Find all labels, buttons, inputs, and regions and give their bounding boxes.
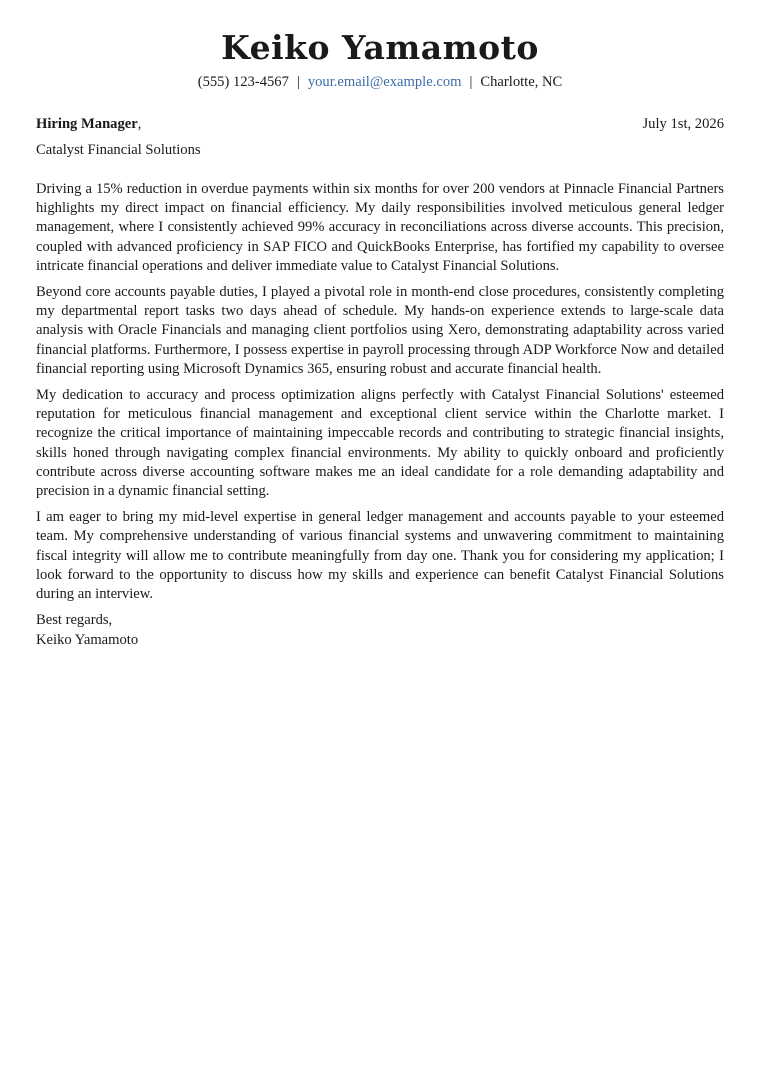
- letter-date: July 1st, 2026: [642, 116, 724, 132]
- phone-number: (555) 123-4567: [197, 74, 289, 90]
- recipient-name-suffix: ,: [137, 116, 142, 132]
- recipient-line: [36, 114, 141, 134]
- cover-letter-page: [36, 26, 724, 650]
- letter-body: [36, 180, 724, 604]
- location: Charlotte, NC: [480, 74, 563, 90]
- contact-line: [36, 72, 724, 92]
- closing-signature: Keiko Yamamoto: [36, 631, 139, 648]
- contact-separator: |: [469, 74, 473, 90]
- contact-separator: |: [296, 74, 300, 90]
- recipient-company: Catalyst Financial Solutions: [36, 142, 201, 158]
- email-link[interactable]: your.email@example.com: [307, 74, 462, 90]
- closing-salutation: Best regards,: [36, 612, 113, 629]
- body-paragraph: My dedication to accuracy and process optimization aligns perfectly with Catalyst Financial Solutions' esteemed reputation for meticulous financial management and exceptional client service within the Charlotte market. I recognize the critical importance of maintaining impeccable records and contributing to strategic financial insights, skills honed through navigating complex financial environments. My ability to quickly onboard and proficiently contribute across diverse accounting software makes me an ideal candidate for a role demanding adaptability and precision in a dynamic financial setting.: [36, 387, 724, 500]
- recipient-name: Hiring Manager: [36, 116, 138, 132]
- body-paragraph: Beyond core accounts payable duties, I played a pivotal role in month-end close procedures, consistently completing my departmental report tasks two days ahead of schedule. My hands-on experience extends to large-scale data analysis with Oracle Financials and managing client portfolios using Xero, demonstrating adaptability across varied financial platforms. Furthermore, I possess expertise in payroll processing through ADP Workforce Now and detailed financial reporting using Microsoft Dynamics 365, ensuring robust and accurate financial health.: [36, 284, 724, 377]
- letter-closing: [36, 611, 724, 650]
- body-paragraph: Driving a 15% reduction in overdue payments within six months for over 200 vendors at Pinnacle Financial Partners highlights my direct impact on financial efficiency. My daily responsibilities involved meticulous general ledger management, where I consistently achieved 99% accuracy in reconciliations across diverse accounts. This precision, coupled with advanced proficiency in SAP FICO and QuickBooks Enterprise, has fortified my capability to oversee intricate financial operations and deliver immediate value to Catalyst Financial Solutions.: [36, 181, 724, 274]
- recipient-date-row: [36, 114, 724, 134]
- body-paragraph: I am eager to bring my mid-level expertise in general ledger management and accounts payable to your esteemed team. My comprehensive understanding of various financial systems and unwavering commitment to maintaining fiscal integrity will allow me to contribute meaningfully from day one. Thank you for considering my application; I look forward to the opportunity to discuss how my skills and experience can benefit Catalyst Financial Solutions during an interview.: [36, 509, 724, 603]
- applicant-name: Keiko Yamamoto: [221, 28, 539, 67]
